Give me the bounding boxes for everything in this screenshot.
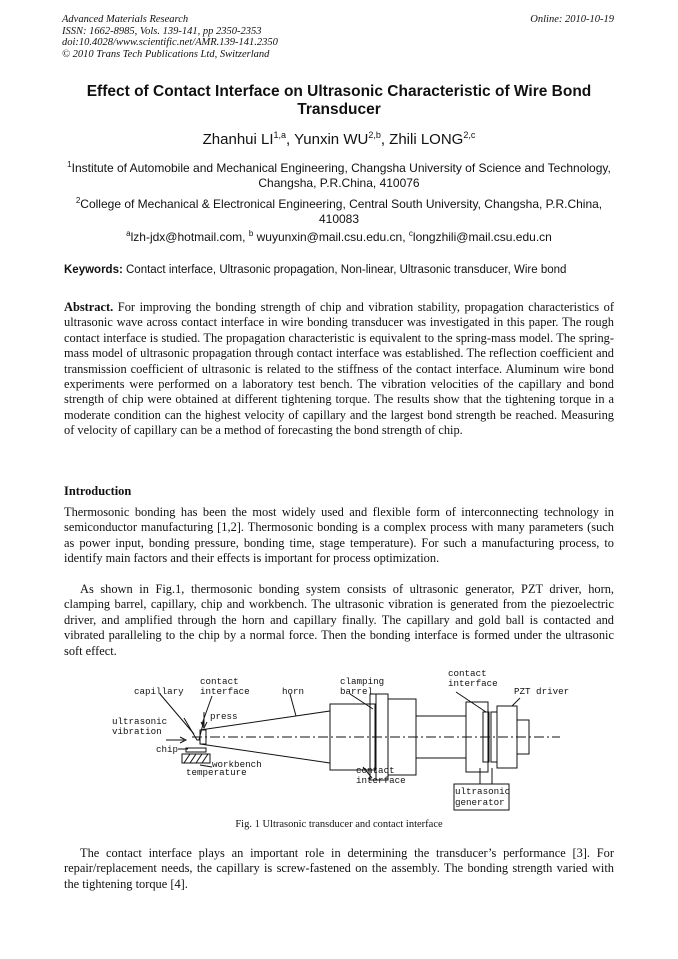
- email-sup: c: [408, 229, 413, 238]
- temperature-label: temperature: [186, 767, 247, 778]
- contact-interface-label: contact: [200, 676, 239, 687]
- intro-paragraph-1: Thermosonic bonding has been the most widely used and flexible form of interconnecting technology in semiconductor manufacturing [1,2]. Thermosonic bonding is a complex process with many parameters (such as power input, bonding pressure, bonding time, stage temperature). For such a manufacturing process, to identify main factors and their effects is important for process optimization.: [64, 505, 614, 566]
- press-label: press: [210, 711, 238, 722]
- email-sup: a: [126, 229, 131, 238]
- clamping-barrel-label: clamping: [340, 676, 385, 687]
- intro-paragraph-2: As shown in Fig.1, thermosonic bonding system consists of ultrasonic generator, PZT driver, horn, clamping barrel, capillary, chip and workbench. The ultrasonic vibration is generated from the piezoelectric driver, and amplified through the horn and capillary finally. The capillary and gold ball is contacted and vibrated paralleling to the chip by a normal force. Then the bonding interface is formed under the ultrasonic soft effect.: [64, 582, 614, 658]
- issn-line: ISSN: 1662-8985, Vols. 139-141, pp 2350-2353: [62, 25, 262, 37]
- author-name: Zhanhui LI: [202, 131, 274, 148]
- keywords: [64, 264, 618, 276]
- email-list: $^a$lzh-jdx@hotmail.com, $^b$ wuyunxin@mail.csu.edu.cn, $^c$longzhili@mail.csu.edu.cn: [126, 229, 552, 244]
- author-list: Zhanhui LI$^{1,a}$, Yunxin WU$^{2,b}$, Zhili LONG$^{2,c}$: [202, 130, 476, 148]
- clamping-barrel-label: barrel: [340, 686, 374, 697]
- journal-header: [62, 14, 278, 60]
- contact-interface-label: interface: [356, 775, 406, 786]
- workbench-hatch: [184, 754, 208, 763]
- abstract-label: Abstract.: [64, 300, 114, 314]
- affiliation-sup: 2: [75, 196, 81, 205]
- affiliation-2: [60, 193, 618, 227]
- transducer-diagram: [100, 664, 590, 814]
- affiliation-text: Institute of Automobile and Mechanical Engineering, Changsha University of Science and Technology, Changsha, P.R.China, 410076: [71, 161, 611, 190]
- figure-caption: Fig. 1 Ultrasonic transducer and contact interface: [235, 819, 443, 830]
- generator-label: ultrasonic: [455, 786, 511, 797]
- affiliation-sup: 1: [67, 160, 72, 169]
- abstract-text: For improving the bonding strength of chip and vibration stability, propagation characteristics of ultrasonic wave across contact interface in wire bonding transducer was investigated in this paper. The rough contact interface is studied. The propagation characteristic is equivalent to the spring-mass model. The spring-mass model of ultrasonic propagation through contact interface was established. The reflection coefficient and transmission coefficient of ultrasonic is related to the stiffness of the contact interface. Aluminum wire bond experiments were performed on a laboratory test bench. The vibration velocities of the capillary and bond strength of chip were obtained at different tightening torque. The results show that the tightening torque in a moderate condition can the highest velocity of capillary and the largest bond strength be reached. Measuring of velocity of capillary can be a method of forecasting the bond strength of chip.: [64, 300, 614, 438]
- generator-label: generator: [455, 797, 505, 808]
- pzt-driver-label: PZT driver: [514, 686, 570, 697]
- abstract: [64, 300, 614, 439]
- contact-interface-label: contact: [448, 668, 487, 679]
- copyright-line: © 2010 Trans Tech Publications Ltd, Switzerland: [62, 48, 270, 60]
- paper-title: Effect of Contact Interface on Ultrasonic Characteristic of Wire Bond Transducer: [86, 83, 592, 118]
- horn-label: horn: [282, 686, 305, 697]
- author-sup: 1,a: [273, 130, 287, 140]
- author-name: Yunxin WU: [294, 131, 369, 148]
- author-name: Zhili LONG: [389, 131, 464, 148]
- chip: [186, 748, 206, 752]
- contact-interface-label: contact: [356, 765, 395, 776]
- author-sup: 2,b: [368, 130, 381, 140]
- author-sup: 2,c: [463, 130, 476, 140]
- capillary-label: capillary: [134, 686, 184, 697]
- email-sup: b: [248, 229, 254, 238]
- affiliation-text: College of Mechanical & Electronical Engineering, Central South University, Changsha, P.R.China, 410083: [80, 197, 603, 226]
- contact-interface-label: interface: [448, 678, 498, 689]
- capillary-leader: [160, 694, 194, 734]
- doi-line: doi:10.4028/www.scientific.net/AMR.139-141.2350: [62, 37, 278, 48]
- journal-name: Advanced Materials Research: [62, 14, 189, 25]
- ultrasonic-vibration-label: vibration: [112, 726, 162, 737]
- affiliation-1: [60, 157, 618, 191]
- ultrasonic-vibration-label: ultrasonic: [112, 716, 168, 727]
- workbench: [182, 754, 210, 763]
- section-heading: Introduction: [64, 484, 132, 498]
- keywords-text: Contact interface, Ultrasonic propagation, Non-linear, Ultrasonic transducer, Wire bond: [126, 264, 567, 276]
- workbench-label: workbench: [212, 759, 262, 770]
- intro-paragraph-3: The contact interface plays an important role in determining the transducer’s performance [3]. For repair/replacement needs, the capillary is screw-fastened on the assembly. The bonding strength varied with the tightening torque [4].: [64, 846, 614, 891]
- email-link[interactable]: longzhili@mail.csu.edu.cn: [412, 230, 552, 244]
- email-link[interactable]: lzh-jdx@hotmail.com: [130, 230, 243, 244]
- contact-interface-label: interface: [200, 686, 250, 697]
- keywords-label: Keywords:: [64, 264, 123, 276]
- chip-label: chip: [156, 744, 179, 755]
- online-date: Online: 2010-10-19: [530, 14, 614, 25]
- email-link[interactable]: wuyunxin@mail.csu.edu.cn: [256, 230, 403, 244]
